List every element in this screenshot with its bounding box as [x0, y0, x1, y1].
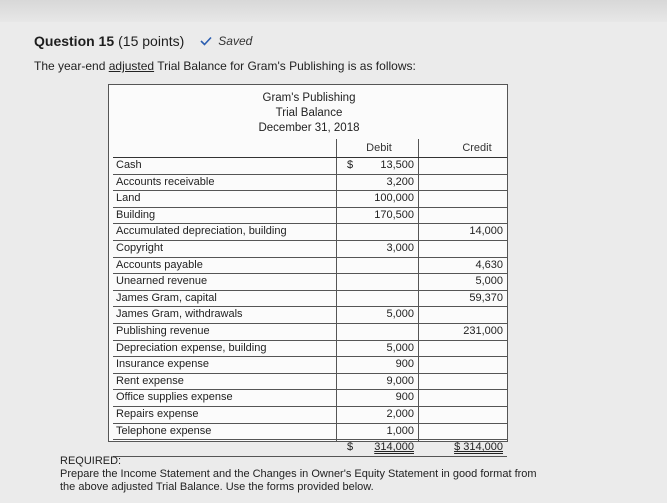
table-row [113, 274, 507, 291]
trial-balance-image [108, 84, 508, 454]
credit-amount: 5,000 [475, 275, 503, 288]
credit-amount: 14,000 [469, 225, 503, 238]
account-name: Insurance expense [116, 358, 209, 371]
account-name: Unearned revenue [116, 275, 208, 288]
prompt-text-end: Trial Balance for Gram's Publishing is as follows: [154, 59, 416, 73]
account-name: Land [116, 192, 141, 205]
required-line-2: the above adjusted Trial Balance. Use the forms provided below. [60, 481, 374, 493]
debit-amount: 900 [395, 358, 414, 371]
required-heading: REQUIRED: [60, 455, 122, 467]
account-name: James Gram, withdrawals [116, 308, 243, 321]
top-toolbar-band [0, 0, 667, 22]
prompt-text-start: The year-end [34, 59, 109, 73]
statement-title: Trial Balance [275, 107, 343, 119]
table-row [113, 241, 507, 258]
debit-amount: 314,000 [374, 441, 414, 454]
table-row [113, 158, 507, 175]
account-name: Publishing revenue [116, 324, 210, 337]
credit-amount: $ 314,000 [454, 441, 503, 454]
account-name: Accounts payable [116, 258, 203, 271]
trial-balance-heading [229, 91, 389, 136]
question-points: (15 points) [118, 33, 185, 49]
saved-status [200, 34, 252, 48]
required-instructions [60, 455, 537, 494]
required-line-1: Prepare the Income Statement and the Changes in Owner's Equity Statement in good format from [60, 468, 537, 480]
debit-amount: 13,500 [380, 159, 414, 171]
credit-amount: 59,370 [469, 291, 503, 304]
account-name: Office supplies expense [116, 391, 233, 404]
debit-amount: 3,000 [386, 241, 414, 254]
dollar-sign: $ [347, 441, 354, 454]
table-row [113, 324, 507, 341]
table-row [113, 175, 507, 192]
account-name: Copyright [116, 241, 164, 254]
account-name: Telephone expense [116, 424, 212, 437]
debit-amount: 2,000 [386, 407, 414, 420]
table-row [113, 191, 507, 208]
table-row [113, 307, 507, 324]
saved-label: Saved [218, 34, 253, 48]
company-name: Gram's Publishing [262, 92, 356, 104]
debit-amount: 900 [395, 391, 414, 404]
table-row [113, 291, 507, 308]
account-name: Accounts receivable [116, 175, 215, 188]
question-prompt [34, 59, 416, 73]
prompt-underlined-word: adjusted [108, 59, 155, 73]
checkmark-icon [200, 36, 212, 46]
statement-date: December 31, 2018 [258, 122, 360, 134]
table-row [113, 258, 507, 275]
debit-amount: 170,500 [374, 208, 414, 221]
question-header [34, 33, 252, 49]
account-name: Depreciation expense, building [116, 341, 267, 354]
table-row [113, 424, 507, 441]
account-name: Cash [116, 159, 142, 171]
dollar-sign: $ [347, 159, 354, 171]
table-row [113, 224, 507, 241]
trial-balance-table [113, 157, 507, 457]
credit-amount: 231,000 [463, 324, 503, 337]
account-name: James Gram, capital [116, 291, 217, 304]
credit-column-header: Credit [462, 142, 492, 154]
account-name: Repairs expense [116, 407, 199, 420]
table-row [113, 390, 507, 407]
table-row [113, 208, 507, 225]
table-row [113, 374, 507, 391]
debit-column-header: Debit [366, 142, 392, 154]
table-row [113, 407, 507, 424]
table-row [113, 357, 507, 374]
debit-amount: 5,000 [386, 308, 414, 321]
account-name: Rent expense [116, 374, 184, 387]
question-title: Question 15 [34, 33, 115, 49]
debit-amount: 100,000 [374, 192, 414, 205]
debit-amount: 5,000 [386, 341, 414, 354]
debit-amount: 9,000 [386, 374, 414, 387]
debit-amount: 1,000 [386, 424, 414, 437]
credit-amount: 4,630 [475, 258, 503, 271]
debit-amount: 3,200 [386, 175, 414, 188]
table-row [113, 341, 507, 358]
account-name: Building [116, 208, 156, 221]
account-name: Accumulated depreciation, building [116, 225, 287, 238]
